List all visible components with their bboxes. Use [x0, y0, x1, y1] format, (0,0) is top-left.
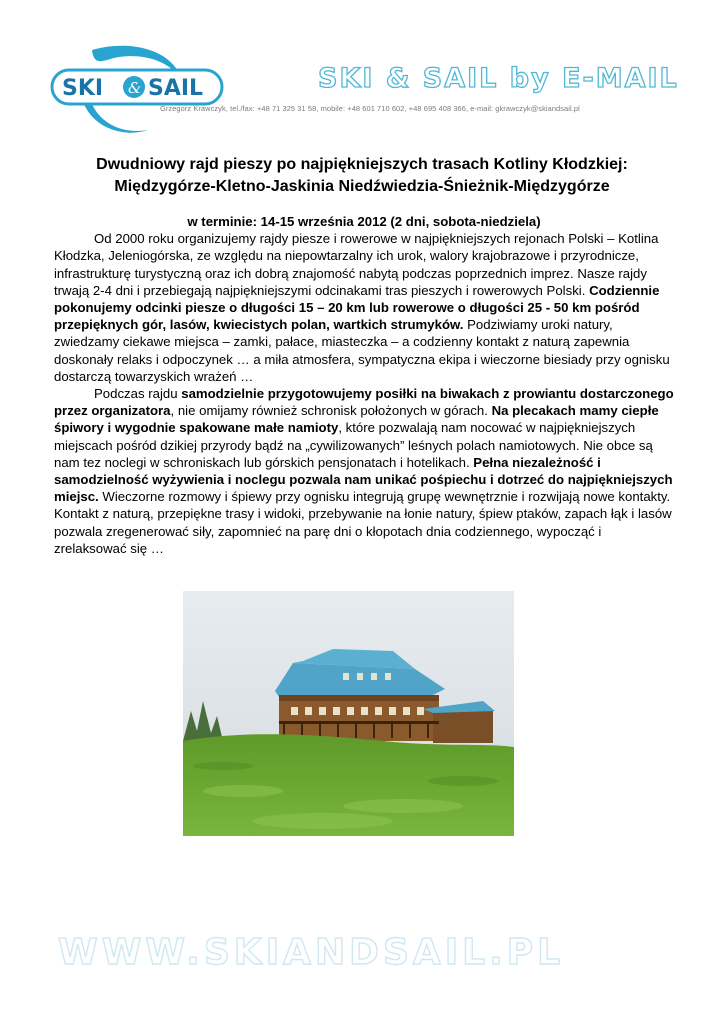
paragraph-2-text-3: , które pozwalają nam nocować w najpiękniejszych miejscach pośród dzikiej przyrody bądź na „cywilizowanych” leśnych polach namiotowych. Nie obce są nam tez noclegi w schroniskach lub górskich pensjonatach i hotelikach. [54, 420, 653, 470]
paragraph-2-bold-2: Na plecakach mamy ciepłe śpiwory i wygodnie spakowane małe namioty [54, 403, 659, 436]
paragraph-1-bold-1: Codziennie pokonujemy odcinki piesze o długości 15 – 20 km lub rowerowe o długości 25 - 50 km pośród przepięknych gór, lasów, kwiecistych polan, wartkich strumyków. [54, 282, 660, 333]
contact-info: Grzegorz Krawczyk, tel./fax: +48 71 325 31 58, mobile: +48 601 710 602, +48 695 408 366, e-mail: gkrawczyk@skiandsail.pl [160, 104, 580, 113]
title-line-1: Dwudniowy rajd pieszy po najpiękniejszych trasach Kotliny Kłodzkiej: [96, 156, 628, 173]
logo-text-ski: SKI [62, 76, 104, 101]
paragraph-1 [54, 230, 674, 385]
document-body [54, 213, 674, 557]
banner-title: SKI & SAIL by E-MAIL [318, 63, 679, 94]
paragraph-1-text-1: Od 2000 roku organizujemy rajdy piesze i rowerowe w najpiękniejszych rejonach Polski – Kotlina Kłodzka, Jeleniogórska, ze względu na niepowtarzalny ich urok, walory krajobrazowe i przyrodnicze, infrastrukturę turystyczną oraz ich dobrą znajomość nabytą podczas poprzednich imprez. Nasze rajdy trwają 2-4 dni i przebiegają najpiękniejszymi odcinakami tras pieszych i rowerowych Polski. [54, 231, 659, 298]
title-line-2: Międzygórze-Kletno-Jaskinia Niedźwiedzia-Śnieżnik-Międzygórze [114, 178, 610, 195]
paragraph-2 [54, 385, 674, 557]
ski-and-sail-logo [44, 42, 230, 138]
document-title [40, 154, 684, 198]
paragraph-2-text-4: Wieczorne rozmowy i śpiewy przy ognisku integrują grupę wewnętrznie i rozwijają nowe kontakty. Kontakt z naturą, przepiękne trasy i widoki, przebywanie na łonie natury, śpiew ptaków, zapach łąk i lasów pozwala zregenerować siły, zapomnieć na parę dni o kłopotach dnia codziennego, wypocząć i zrelaksować się … [54, 489, 672, 556]
mountain-hostel-photo [183, 591, 514, 836]
paragraph-2-bold-3: Pełna niezależność i samodzielność wyżywienia i noclegu pozwala nam unikać pośpiechu i dotrzeć do najpiękniejszych miejsc. [54, 454, 673, 505]
logo-text-amp: & [128, 79, 142, 97]
paragraph-2-text-1: Podczas rajdu [94, 386, 182, 402]
logo-text-sail: SAIL [148, 76, 204, 101]
footer-website: WWW.SKIANDSAIL.PL [58, 932, 565, 973]
paragraph-1-text-2: Podziwiamy uroki natury, zwiedzamy ciekawe miejsca – zamki, pałace, miasteczka – a codzienny kontakt z naturą zapewnia doskonały relaks i odpoczynek … a miła atmosfera, sympatyczna ekipa i wieczorne biesiady przy ognisku dostarczą towarzyskich wrażeń … [54, 317, 670, 384]
paragraph-2-text-2: , nie omijamy również schronisk położonych w górach. [170, 403, 492, 419]
event-dates: w terminie: 14-15 września 2012 (2 dni, sobota-niedziela) [187, 214, 541, 229]
paragraph-2-bold-1: samodzielnie przygotowujemy posiłki na biwakach z prowiantu dostarczonego przez organizatora [54, 386, 674, 419]
